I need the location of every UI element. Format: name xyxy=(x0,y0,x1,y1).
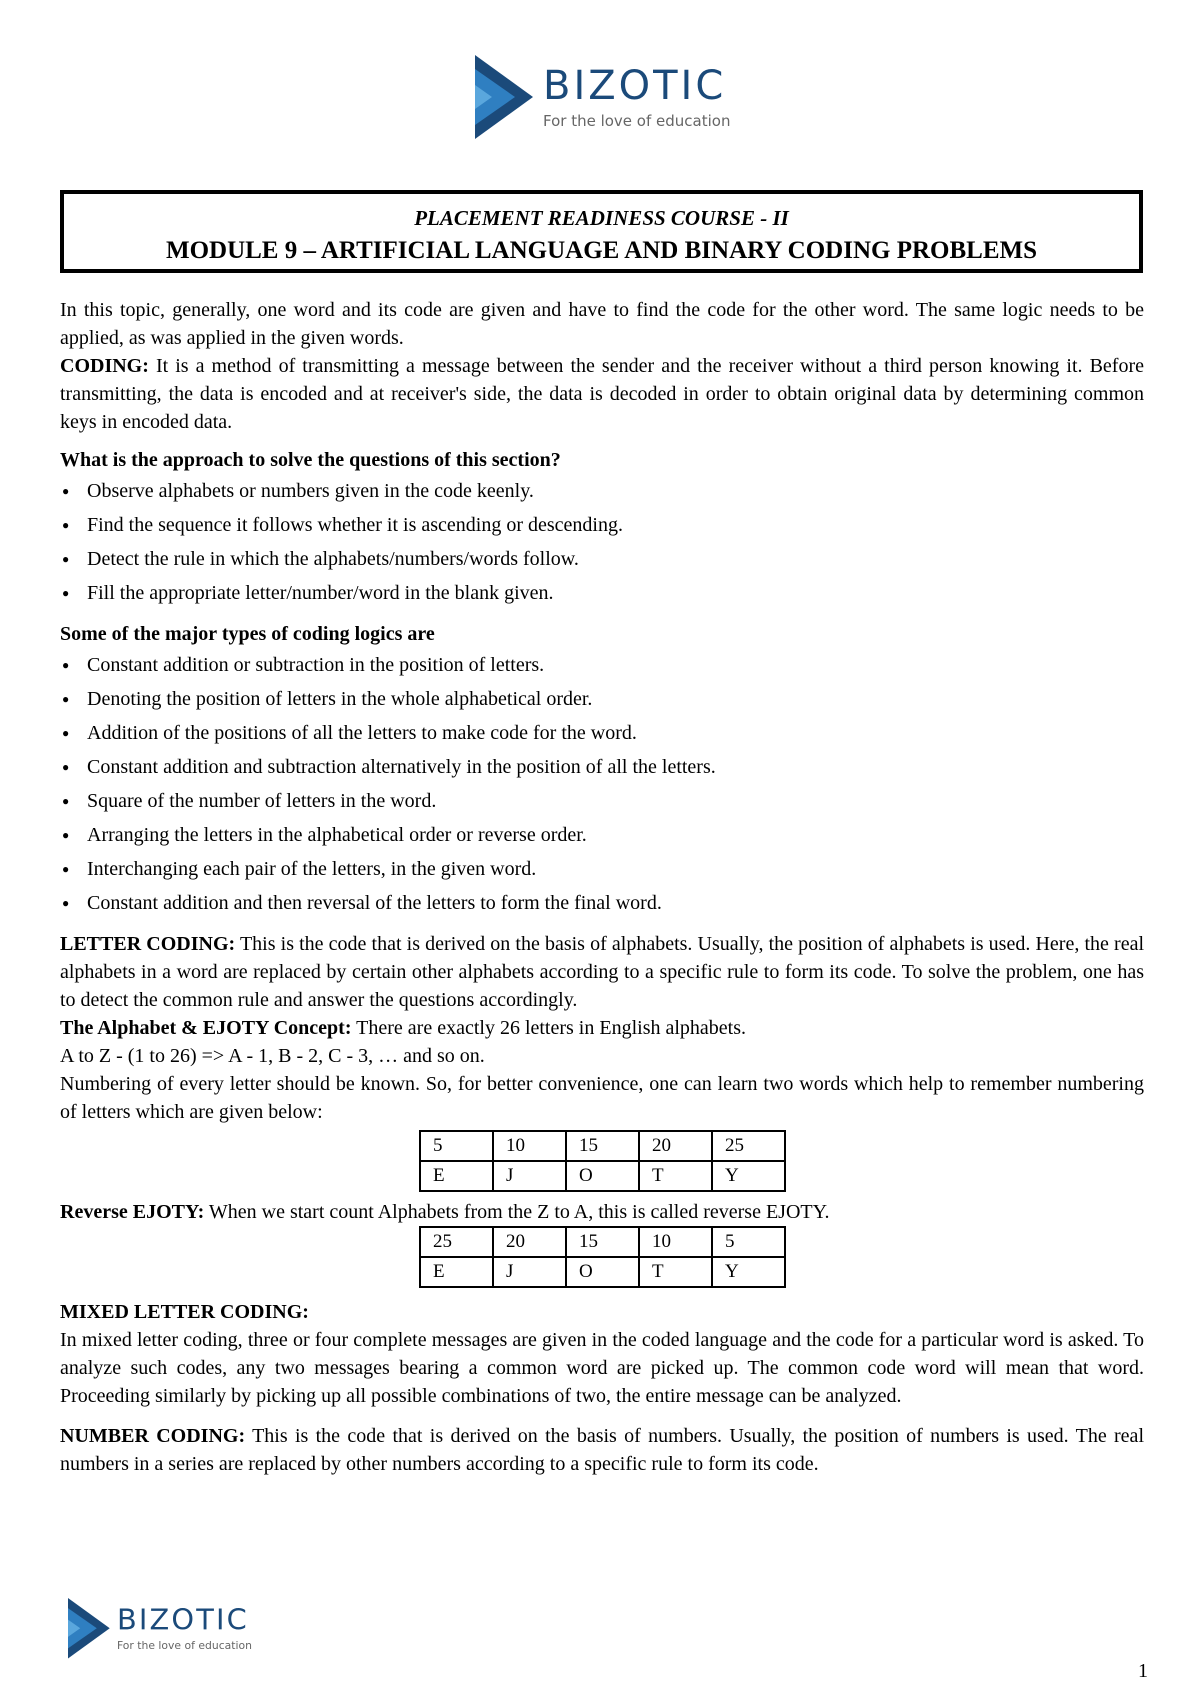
table-cell: 5 xyxy=(420,1131,493,1161)
intro-paragraph: In this topic, generally, one word and its code are given and have to find the code for the other word. The same logic needs to be applied, as was applied in the given words. xyxy=(60,299,1144,349)
table-cell: J xyxy=(493,1257,566,1287)
types-list xyxy=(60,648,1144,920)
table-cell: 25 xyxy=(420,1227,493,1257)
document-body xyxy=(60,296,1144,1478)
list-item: ● Arranging the letters in the alphabetical order or reverse order. xyxy=(60,818,1144,852)
mixed-paragraph: In mixed letter coding, three or four complete messages are given in the coded language and the code for a particular word is asked. To analyze such codes, any two messages bearing a common word are picked up. The common code word will mean that word. Proceeding similarly by picking up all possible combinations of two, the entire message can be analyzed. xyxy=(60,1329,1144,1407)
list-item: ● Interchanging each pair of the letters, in the given word. xyxy=(60,852,1144,886)
list-item: ● Square of the number of letters in the word. xyxy=(60,784,1144,818)
list-item: ● Constant addition and subtraction alternatively in the position of all the letters. xyxy=(60,750,1144,784)
table-cell: T xyxy=(639,1161,712,1191)
list-item: ● Observe alphabets or numbers given in the code keenly. xyxy=(60,474,1144,508)
number-coding-paragraph: NUMBER CODING: This is the code that is derived on the basis of numbers. Usually, the position of numbers is used. The real numbers in a series are replaced by other numbers according to a specific rule to form its code. xyxy=(60,1425,1144,1475)
table-row xyxy=(420,1131,785,1161)
table-cell: E xyxy=(420,1161,493,1191)
table-cell: 15 xyxy=(566,1227,639,1257)
ejoty-label: The Alphabet & EJOTY Concept: xyxy=(60,1017,352,1039)
logo-footer xyxy=(68,1598,252,1658)
table-cell: O xyxy=(566,1161,639,1191)
table-row xyxy=(420,1257,785,1287)
table-cell: Y xyxy=(712,1257,785,1287)
logo-tagline: For the love of education xyxy=(543,112,731,130)
table-row xyxy=(420,1161,785,1191)
letter-coding-label: LETTER CODING: xyxy=(60,933,236,955)
ejoty-table xyxy=(419,1130,786,1192)
module-title: MODULE 9 – ARTIFICIAL LANGUAGE AND BINARY CODING PROBLEMS xyxy=(165,237,1038,264)
table-cell: 25 xyxy=(712,1131,785,1161)
list-item: ● Constant addition or subtraction in the position of letters. xyxy=(60,648,1144,682)
approach-list xyxy=(60,474,1144,610)
table-cell: 15 xyxy=(566,1131,639,1161)
logo-tagline: For the love of education xyxy=(116,1639,252,1652)
mixed-heading: MIXED LETTER CODING: xyxy=(60,1301,309,1323)
list-item: ● Addition of the positions of all the letters to make code for the word. xyxy=(60,716,1144,750)
list-item: ● Find the sequence it follows whether it is ascending or descending. xyxy=(60,508,1144,542)
page-number: 1 xyxy=(1138,1660,1148,1682)
table-cell: 5 xyxy=(712,1227,785,1257)
table-cell: T xyxy=(639,1257,712,1287)
logo-name: BIZOTIC xyxy=(116,1603,249,1637)
letter-coding-paragraph: LETTER CODING: This is the code that is derived on the basis of alphabets. Usually, the position of alphabets is used. Here, the real alphabets in a word are replaced by certain other alphabets according to a specific rule to form its code. To solve the problem, one has to detect the common rule and answer the questions accordingly. xyxy=(60,933,1144,1011)
bizotic-logo-icon xyxy=(68,1598,110,1658)
coding-paragraph xyxy=(60,352,1144,436)
ejoty-paragraph: The Alphabet & EJOTY Concept: There are exactly 26 letters in English alphabets. xyxy=(60,1017,747,1039)
types-heading: Some of the major types of coding logics are xyxy=(60,623,435,645)
table-cell: J xyxy=(493,1161,566,1191)
approach-heading: What is the approach to solve the questions of this section? xyxy=(60,449,561,471)
bizotic-logo-icon xyxy=(475,55,533,139)
table-cell: Y xyxy=(712,1161,785,1191)
coding-label: CODING: xyxy=(60,355,149,377)
table-cell: 20 xyxy=(639,1131,712,1161)
reverse-ejoty-label: Reverse EJOTY: xyxy=(60,1201,205,1223)
number-coding-label: NUMBER CODING: xyxy=(60,1425,246,1447)
table-cell: 20 xyxy=(493,1227,566,1257)
course-title: PLACEMENT READINESS COURSE - II xyxy=(414,206,789,230)
table-cell: 10 xyxy=(493,1131,566,1161)
table-row xyxy=(420,1227,785,1257)
title-box xyxy=(60,190,1143,273)
coding-text: It is a method of transmitting a message between the sender and the receiver without a third person knowing it. Before transmitting, the data is encoded and at receiver's side, the data is decoded in order to obtain original data by determining common keys in encoded data. xyxy=(60,355,1144,433)
list-item: ● Constant addition and then reversal of the letters to form the final word. xyxy=(60,886,1144,920)
list-item: ● Detect the rule in which the alphabets/numbers/words follow. xyxy=(60,542,1144,576)
logo-name: BIZOTIC xyxy=(543,63,727,109)
logo-header xyxy=(475,55,730,139)
table-cell: O xyxy=(566,1257,639,1287)
list-item: ● Fill the appropriate letter/number/word in the blank given. xyxy=(60,576,1144,610)
table-cell: E xyxy=(420,1257,493,1287)
reverse-ejoty-paragraph: Reverse EJOTY: When we start count Alphabets from the Z to A, this is called reverse EJOTY. xyxy=(60,1201,830,1223)
list-item: ● Denoting the position of letters in the whole alphabetical order. xyxy=(60,682,1144,716)
table-cell: 10 xyxy=(639,1227,712,1257)
reverse-ejoty-table xyxy=(419,1226,786,1288)
ejoty-note: Numbering of every letter should be known. So, for better convenience, one can learn two words which help to remember numbering of letters which are given below: xyxy=(60,1073,1144,1123)
ejoty-mapping: A to Z - (1 to 26) => A - 1, B - 2, C - 3, … and so on. xyxy=(60,1045,485,1067)
